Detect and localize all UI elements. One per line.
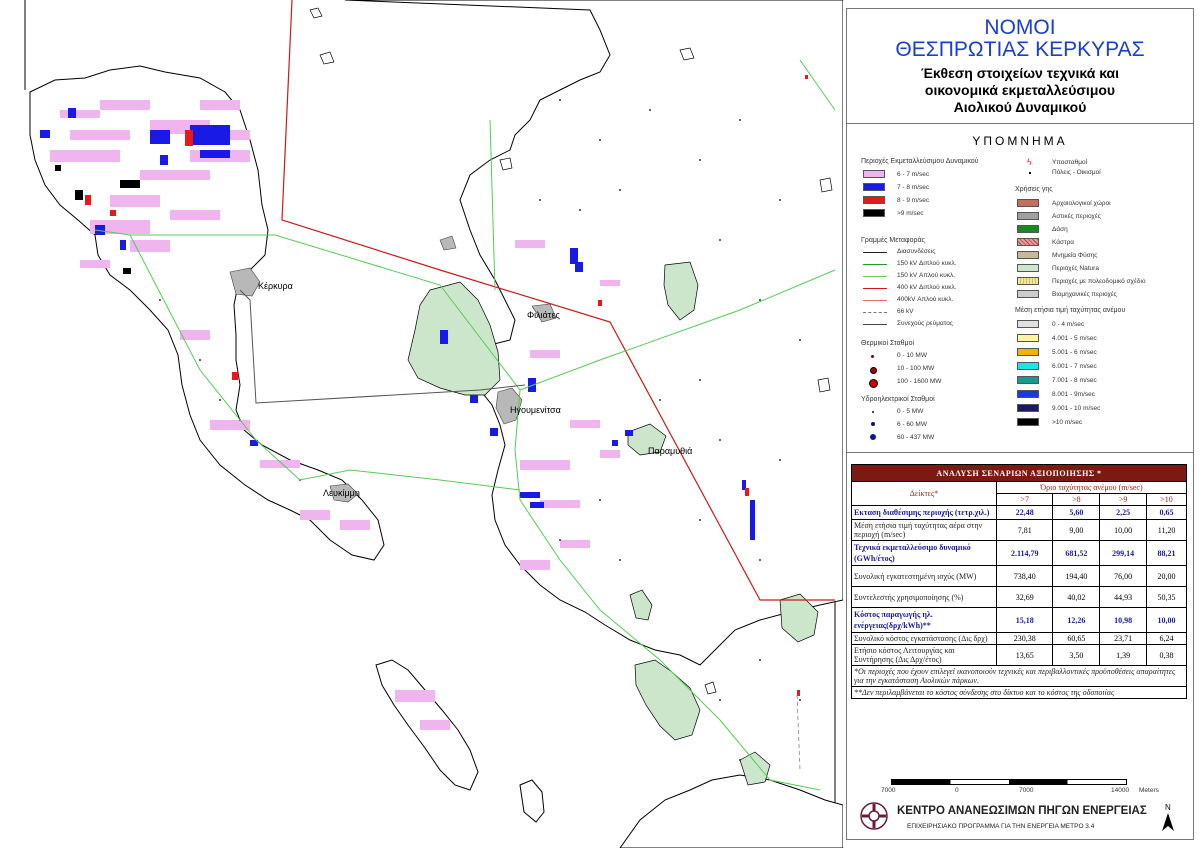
row-label: Εκταση διαθέσιμης περιοχής (τετρ.χιλ.) [852,506,997,520]
legend-landuse-title: Χρήσεις γης [1015,186,1053,193]
cell-value: 9,00 [1053,520,1100,541]
footer [847,795,1193,839]
legend-label: 6 - 60 MW [897,421,927,428]
legend-label: 8.001 - 9m/sec [1052,391,1095,398]
cell-value: 0,65 [1147,506,1187,520]
legend-label: 66 kV [897,308,914,315]
legend-label: 400kV Απλού κυκλ. [897,296,954,303]
legend-label: 6.001 - 7 m/sec [1052,363,1097,370]
legend-swatch [1017,334,1039,342]
legend-swatch [1017,362,1039,370]
cell-value: 1,39 [1100,645,1147,666]
legend-swatch [863,170,885,178]
legend-label: Υποσταθμοί [1052,159,1088,166]
legend-label: 8 - 9 m/sec [897,197,930,204]
legend-label: 0 - 4 m/sec [1052,321,1085,328]
cell-value: 12,26 [1053,608,1100,633]
thermal-small-icon [871,355,874,358]
legend-swatch [1017,277,1039,285]
cell-value: 0,38 [1147,645,1187,666]
cell-value: 3,50 [1053,645,1100,666]
footnote-1: *Οι περιοχές που έχουν επιλεγεί ικανοποιούν τεχνικές και περιβαλλοντικές προϋποθέσεις απαραίτητες για την εγκατάσταση Αιολικών πάρκων. [852,666,1187,687]
legend-label: 60 - 437 MW [897,434,935,441]
row-label: Συνολική εγκατεστημένη ισχύς (MW) [852,566,997,587]
legend-swatch [1017,212,1039,220]
cell-value: 230,38 [997,633,1053,645]
legend-label: 100 - 1600 MW [897,378,942,385]
label-filiates: Φιλιάτες [527,310,560,320]
cell-value: 738,40 [997,566,1053,587]
cell-value: 60,65 [1053,633,1100,645]
thermal-large-icon [869,379,878,388]
legend-label: 9.001 - 10 m/sec [1052,405,1101,412]
legend-swatch [1017,199,1039,207]
cell-value: 13,65 [997,645,1053,666]
table-row [852,541,1187,566]
title-line5: Αιολικού Δυναμικού [953,99,1087,115]
scale-bar-graphic [891,779,1127,785]
legend-label: Δάση [1052,226,1068,233]
row-label: Συνολικό κόστος εγκατάστασης (Δις δρχ) [852,633,997,645]
scale-unit: Meters [1139,787,1159,794]
legend-label: 5.001 - 6 m/sec [1052,349,1097,356]
legend-swatch [1017,290,1039,298]
label-igoumenitsa: Ηγουμενίτσα [510,405,561,415]
legend-label: 7.001 - 8 m/sec [1052,377,1097,384]
row-label: Ετήσιο κόστος Λειτουργίας και Συντήρησης (Δις Δρχ/έτος) [852,645,997,666]
row-label: Συντελεστής χρησιμοποίησης (%) [852,587,997,608]
legend-lines-title: Γραμμές Μεταφοράς [861,237,925,244]
table-row [852,587,1187,608]
legend-label: Αρχαιολογικοί χώροι [1052,200,1111,207]
legend-label: 150 kV Διπλού κυκλ. [897,260,957,267]
legend-line [863,276,887,277]
cell-value: 11,20 [1147,520,1187,541]
title-line4: οικονομικά εκμεταλλεύσιμου [924,82,1116,98]
analysis-table [851,464,1187,699]
row-label: Μέση ετήσια τιμή ταχύτητας αέρα στην περιοχή (m/sec) [852,520,997,541]
threshold-col: >7 [997,494,1053,506]
legend-label: Συνεχούς ρεύματος [897,320,953,327]
title-line3: Έκθεση στοιχείων τεχνικά και [920,65,1120,81]
legend-line [863,324,887,325]
legend-label: 0 - 10 MW [897,352,927,359]
cell-value: 50,35 [1147,587,1187,608]
settlement-icon [1029,172,1031,174]
hydro-small-icon [872,411,874,413]
title-line1: ΝΟΜΟΙ [984,16,1056,39]
cell-value: 5,60 [1053,506,1100,520]
cell-value: 2,25 [1100,506,1147,520]
cell-value: 194,40 [1053,566,1100,587]
legend-line [863,264,887,265]
legend-label: >10 m/sec [1052,419,1083,426]
legend-label: 150 kV Απλού κυκλ. [897,272,956,279]
cell-value: 76,00 [1100,566,1147,587]
legend-swatch [1017,225,1039,233]
cell-value: 2.114,79 [997,541,1053,566]
cell-value: 10,00 [1100,520,1147,541]
cell-value: 6,24 [1147,633,1187,645]
cell-value: 681,52 [1053,541,1100,566]
legend-swatch [1017,418,1039,426]
legend-label: Βιομηχανικές περιοχές [1052,291,1117,298]
legend-label: 7 - 8 m/sec [897,184,930,191]
cell-value: 40,02 [1053,587,1100,608]
cell-value: 23,71 [1100,633,1147,645]
legend-swatch [863,196,885,204]
legend-label: 10 - 100 MW [897,365,935,372]
legend-swatch [1017,320,1039,328]
label-paramythia: Παραμυθιά [648,446,693,456]
label-lefkimmi: Λευκίμμη [323,488,360,498]
legend-swatch [1017,376,1039,384]
cres-logo-icon [859,801,889,831]
legend-label: 6 - 7 m/sec [897,171,930,178]
legend-label: 0 - 5 MW [897,408,924,415]
legend-heading: ΥΠΟΜΝΗΜΑ [972,134,1068,148]
legend-swatch [1017,238,1039,246]
cell-value: 15,18 [997,608,1053,633]
threshold-col: >9 [1100,494,1147,506]
legend-swatch [863,209,885,217]
legend-label: 400 kV Διπλού κυκλ. [897,284,957,291]
scale-tick: 7000 [881,787,896,794]
legend-wind-areas-title: Περιοχές Εκμεταλλεύσιμου Δυναμικού [861,158,979,165]
legend-label: Περιοχές Natura [1052,265,1099,272]
table-row [852,645,1187,666]
cell-value: 32,69 [997,587,1053,608]
analysis-table-block [851,464,1189,699]
analysis-title: ΑΝΑΛΥΣΗ ΣΕΝΑΡΙΩΝ ΑΞΙΟΠΟΙΗΣΗΣ * [852,465,1187,482]
scale-tick: 14000 [1111,787,1130,794]
title-line2: ΘΕΣΠΡΩΤΙΑΣ ΚΕΡΚΥΡΑΣ [895,38,1145,61]
cell-value: 10,00 [1147,608,1187,633]
legend-line [863,252,887,253]
legend-label: Κάστρα [1052,239,1075,246]
legend-label: 4.001 - 5 m/sec [1052,335,1097,342]
table-row [852,566,1187,587]
legend-label: Αστικές περιοχές [1052,213,1101,220]
legend-thermal-title: Θερμικοί Σταθμοί [861,340,915,347]
legend-swatch [1017,264,1039,272]
legend-swatch [1017,404,1039,412]
legend-label: Πόλεις - Οικισμοί [1052,169,1101,176]
north-arrow-icon [1161,813,1175,831]
label-kerkyra: Κέρκυρα [258,281,293,291]
legend-label: >9 m/sec [897,210,924,217]
threshold-col: >10 [1147,494,1187,506]
thermal-medium-icon [870,367,877,374]
legend-hydro-title: Υδροηλεκτρικοί Σταθμοί [861,396,935,403]
cell-value: 88,21 [1147,541,1187,566]
legend-swatch [1017,390,1039,398]
legend-label: Διασυνδέσεις [897,248,936,255]
legend-line [863,300,887,301]
legend-label: Περιοχές με πολεοδομικό σχέδιο [1052,278,1146,285]
footnote-2: **Δεν περιλαμβάνεται το κόστος σύνδεσης στο δίκτυο και το κόστος της οδοποιίας [852,687,1187,699]
table-row [852,608,1187,633]
threshold-header: Όριο ταχύτητας ανέμου (m/sec) [997,482,1187,494]
hydro-medium-icon [871,422,875,426]
row-label: Τεχνικά εκμεταλλεύσιμο δυναμικό (GWh/έτος) [852,541,997,566]
program-name: ΕΠΙΧΕΙΡΗΣΙΑΚΟ ΠΡΟΓΡΑΜΜΑ ΓΙΑ ΤΗΝ ΕΝΕΡΓΕΙΑ ΜΕΤΡΟ 3.4 [907,823,1095,830]
cell-value: 7,81 [997,520,1053,541]
legend-swatch [1017,251,1039,259]
legend-swatch [1017,348,1039,356]
substation-icon: ϟ [1027,157,1032,167]
cell-value: 299,14 [1100,541,1147,566]
table-row [852,506,1187,520]
legend-line [863,288,887,289]
table-row [852,520,1187,541]
cell-value: 22,48 [997,506,1053,520]
table-row [852,633,1187,645]
legend-line [863,312,887,313]
legend-meanwind-title: Μέση ετήσια τιμή ταχύτητας ανέμου [1015,307,1126,314]
legend [847,124,1193,453]
hydro-large-icon [870,434,876,440]
cell-value: 20,00 [1147,566,1187,587]
organization-name: ΚΕΝΤΡΟ ΑΝΑΝΕΩΣΙΜΩΝ ΠΗΓΩΝ ΕΝΕΡΓΕΙΑΣ [897,805,1147,817]
north-label: N [1165,803,1171,812]
side-panel [846,8,1194,840]
threshold-col: >8 [1053,494,1100,506]
legend-label: Μνημεία Φύσης [1052,252,1098,259]
cell-value: 44,93 [1100,587,1147,608]
indicators-header: Δείκτες* [852,482,997,506]
map-title-block [847,9,1193,124]
row-label: Κόστος παραγωγής ηλ. ενέργειας(δρχ/kWh)** [852,608,997,633]
legend-swatch [863,183,885,191]
scale-tick: 0 [955,787,959,794]
cell-value: 10,98 [1100,608,1147,633]
scale-tick: 7000 [1019,787,1034,794]
